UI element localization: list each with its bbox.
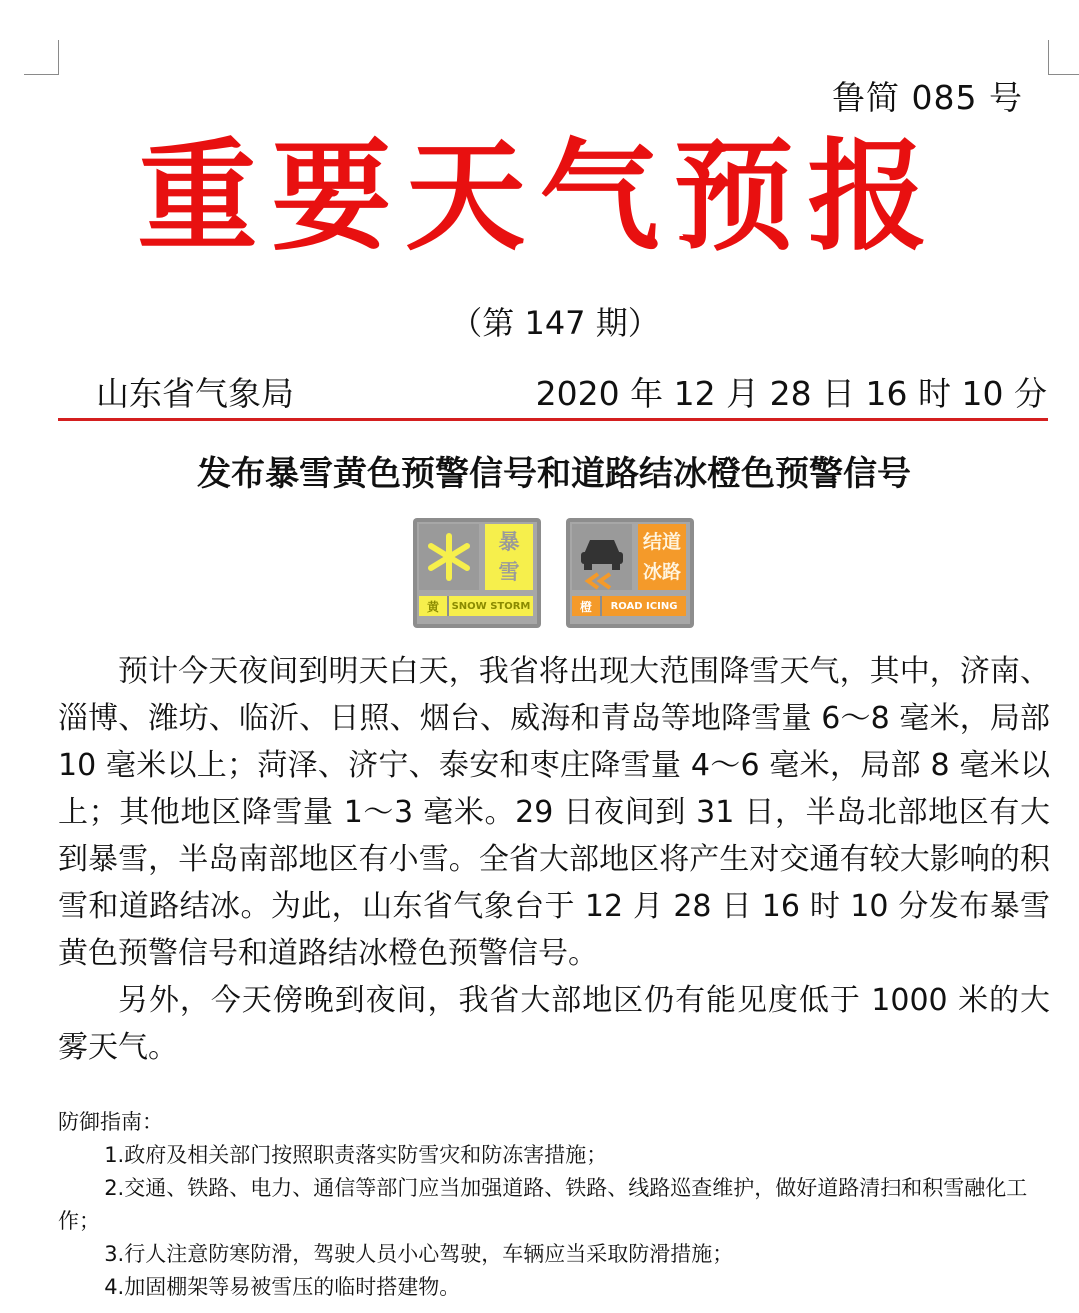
defense-guide-item: 1.政府及相关部门按照职责落实防雪灾和防冻害措施； xyxy=(104,1143,608,1167)
defense-guide xyxy=(58,1106,1050,1304)
forecast-paragraph: 预计今天夜间到明天白天，我省将出现大范围降雪天气，其中，济南、淄博、潍坊、临沂、日照、烟台、威海和青岛等地降雪量 6～8 毫米，局部 10 毫米以上；菏泽、济宁、泰安和枣庄降雪量 4～6 毫米，局部 8 毫米以上；其他地区降雪量 1～3 毫米。29 日夜间到 31 日，半岛北部地区有大到暴雪，半岛南部地区有小雪。全省大部地区将产生对交通有较大影响的积雪和道路结冰。为此，山东省气象台于 12 月 28 日 16 时 10 分发布暴雪黄色预警信号和道路结冰橙色预警信号。 xyxy=(58,654,1050,971)
issue-datetime: 2020 年 12 月 28 日 16 时 10 分 xyxy=(535,374,1047,413)
page-corner-mark-top-left xyxy=(24,40,59,75)
defense-guide-title: 防御指南： xyxy=(58,1110,163,1134)
snowstorm-yellow-signal xyxy=(413,518,541,628)
signal-char-top: 暴 xyxy=(498,530,520,554)
signal-chars xyxy=(638,524,686,590)
signal-label-strip xyxy=(419,596,533,616)
signal-level: 橙 xyxy=(572,596,602,616)
issue-period: （第 147 期） xyxy=(450,304,660,342)
red-divider-line xyxy=(58,418,1048,421)
issuing-agency: 山东省气象局 xyxy=(96,374,294,413)
forecast-body xyxy=(58,648,1050,1071)
signal-chars xyxy=(485,524,533,590)
document-title: 重要天气预报 xyxy=(137,128,942,267)
issue-number: 鲁简 085 号 xyxy=(832,78,1023,117)
skidding-car-icon xyxy=(572,524,632,590)
defense-guide-item: 4.加固棚架等易被雪压的临时搭建物。 xyxy=(104,1275,461,1299)
page-corner-mark-top-right xyxy=(1048,40,1079,75)
signal-char-bottom: 冰路 xyxy=(642,561,681,583)
snowflake-icon xyxy=(419,524,479,590)
defense-guide-item: 3.行人注意防寒防滑，驾驶人员小心驾驶，车辆应当采取防滑措施； xyxy=(104,1242,734,1266)
road-icing-orange-signal xyxy=(566,518,694,628)
bulletin-headline: 发布暴雪黄色预警信号和道路结冰橙色预警信号 xyxy=(197,454,911,494)
signal-label-strip xyxy=(572,596,686,616)
defense-guide-item: 2.交通、铁路、电力、通信等部门应当加强道路、铁路、线路巡查维护，做好道路清扫和积雪融化工作； xyxy=(58,1176,1028,1233)
signal-english-name: ROAD ICING xyxy=(610,600,678,612)
forecast-paragraph: 另外，今天傍晚到夜间，我省大部地区仍有能见度低于 1000 米的大雾天气。 xyxy=(58,983,1050,1065)
signal-level: 黄 xyxy=(419,596,449,616)
signal-char-top: 结道 xyxy=(642,531,681,553)
signal-char-bottom: 雪 xyxy=(498,560,520,584)
signal-english-name: SNOW STORM xyxy=(451,600,531,612)
